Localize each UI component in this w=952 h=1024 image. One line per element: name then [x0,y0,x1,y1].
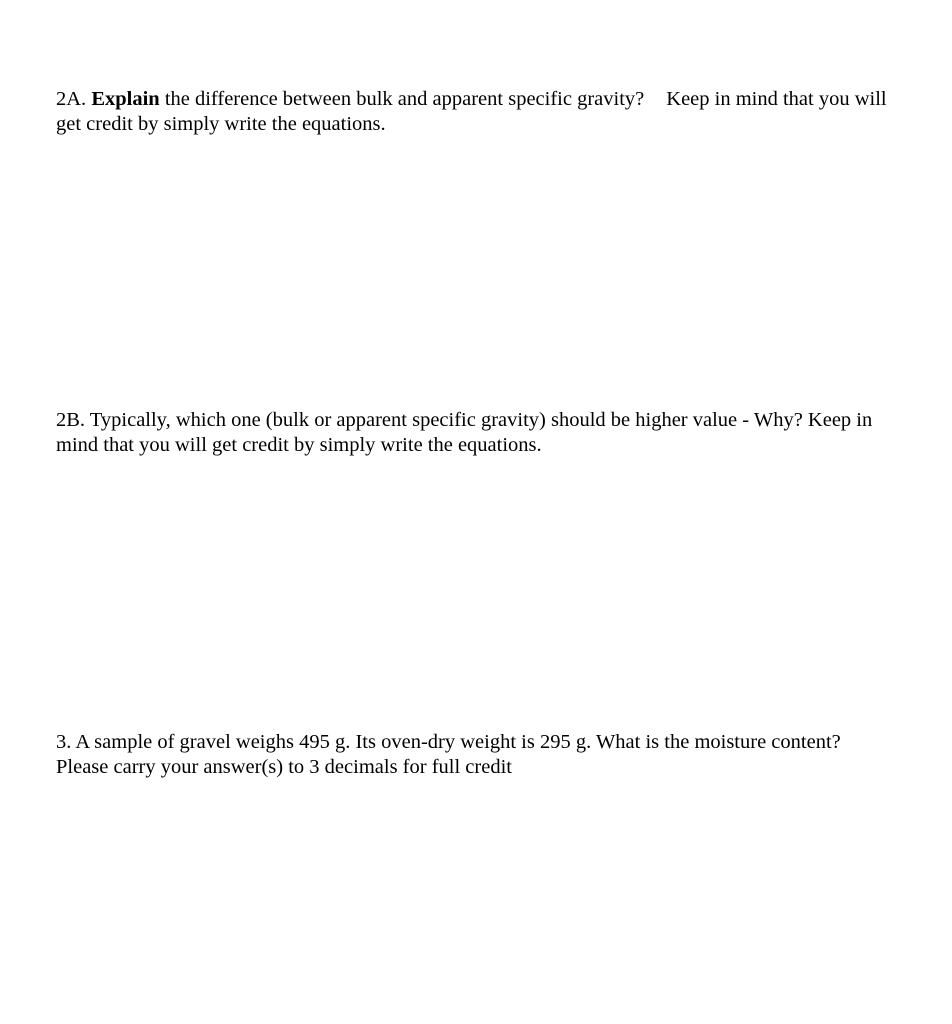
question-2a-line-2: get credit by simply write the equations. [56,113,386,135]
question-3 [56,730,936,780]
question-2a-emphasis: Explain [91,88,160,110]
question-2a-note: Keep in mind that you will [666,88,887,110]
question-2b-line-1: 2B. Typically, which one (bulk or apparent specific gravity) should be higher value - Why? Keep in [56,409,873,431]
question-2b-line-2: mind that you will get credit by simply write the equations. [56,434,542,456]
question-3-line-2: Please carry your answer(s) to 3 decimals for full credit [56,756,512,778]
question-2a [56,87,936,137]
question-3-line-1: 3. A sample of gravel weighs 495 g. Its oven-dry weight is 295 g. What is the moisture content? [56,731,841,753]
question-2a-text: the difference between bulk and apparent specific gravity? [164,88,645,110]
question-2a-line-1 [56,87,936,112]
question-2a-number: 2A. [56,88,87,110]
question-2b [56,408,936,458]
